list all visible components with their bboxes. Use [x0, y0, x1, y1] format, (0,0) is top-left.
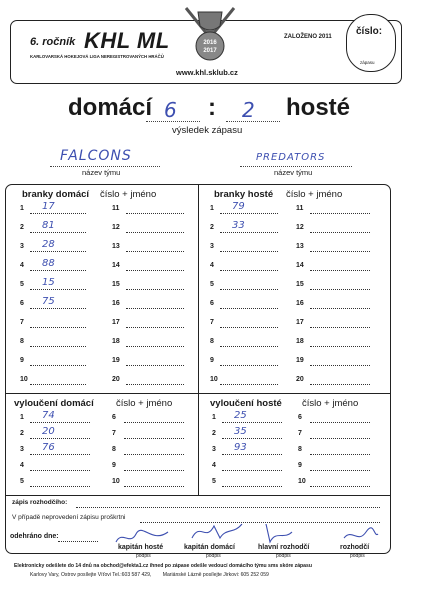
season-label: 6. ročník	[30, 36, 76, 48]
away-penalty-line	[310, 438, 370, 439]
home-penalty-number: 10	[112, 478, 120, 485]
away-team-name: PREDATORS	[256, 152, 326, 163]
away-goal-number: 12	[296, 224, 304, 231]
home-penalty-line	[30, 422, 90, 423]
away-goal-line	[310, 270, 370, 271]
away-goal-entry: 33	[232, 220, 245, 231]
away-goal-line	[310, 384, 370, 385]
result-label: výsledek zápasu	[172, 125, 243, 136]
home-goal-number: 9	[20, 357, 24, 364]
home-goal-number: 7	[20, 319, 24, 326]
home-goal-number: 5	[20, 281, 24, 288]
away-team-line	[240, 166, 352, 167]
away-goal-number: 7	[210, 319, 214, 326]
home-penalties-col-label: číslo + jméno	[116, 398, 173, 409]
home-score-value: 6	[164, 98, 177, 122]
away-penalty-line	[222, 454, 282, 455]
away-goal-number: 18	[296, 338, 304, 345]
away-goal-number: 4	[210, 262, 214, 269]
home-goal-line	[30, 327, 86, 328]
away-goal-line	[220, 213, 278, 214]
away-goal-line	[220, 308, 278, 309]
home-penalty-line	[30, 454, 90, 455]
league-title: KHL ML	[84, 28, 170, 53]
away-penalty-number: 8	[298, 446, 302, 453]
away-score-value: 2	[242, 98, 255, 122]
away-goal-line	[310, 346, 370, 347]
home-goal-number: 2	[20, 224, 24, 231]
home-penalty-line	[30, 470, 90, 471]
home-penalties-title: vyloučení domácí	[14, 398, 94, 409]
away-goal-number: 10	[210, 376, 218, 383]
away-goal-number: 13	[296, 243, 304, 250]
away-goal-number: 20	[296, 376, 304, 383]
away-penalty-line	[222, 438, 282, 439]
footer-note-line1: Elektronicky odešlete do 14 dnů na obchod@efekta1.cz ihned po zápase odešle vedoucí domácího týmu sms skóre zápasu	[14, 563, 312, 569]
captain-away-sig-label: podpis	[136, 553, 151, 559]
away-penalty-number: 9	[298, 462, 302, 469]
away-penalty-line	[310, 486, 370, 487]
home-goal-line	[30, 251, 86, 252]
website-url: www.khl.sklub.cz	[176, 68, 238, 77]
away-penalty-number: 10	[298, 478, 306, 485]
home-team-name: FALCONS	[60, 148, 132, 164]
svg-text:2016: 2016	[203, 40, 217, 46]
home-goal-entry: 15	[42, 277, 55, 288]
home-goal-entry: 81	[42, 220, 55, 231]
home-goal-line	[126, 365, 184, 366]
home-goal-line	[126, 384, 184, 385]
away-goal-number: 2	[210, 224, 214, 231]
home-goal-line	[30, 289, 86, 290]
away-goal-line	[220, 251, 278, 252]
home-goal-number: 19	[112, 357, 120, 364]
home-penalty-entry: 76	[42, 442, 55, 453]
away-goal-line	[220, 289, 278, 290]
home-goal-number: 6	[20, 300, 24, 307]
home-goal-line	[30, 365, 86, 366]
away-goal-number: 8	[210, 338, 214, 345]
referee-sig-label: podpis	[350, 553, 365, 559]
away-goal-number: 14	[296, 262, 304, 269]
home-goal-number: 4	[20, 262, 24, 269]
home-goal-line	[30, 384, 86, 385]
home-goal-line	[126, 251, 184, 252]
home-penalty-line	[124, 422, 184, 423]
captain-home-sig-label: podpis	[206, 553, 221, 559]
home-goal-entry: 17	[42, 201, 55, 212]
away-goal-line	[310, 251, 370, 252]
away-goal-number: 1	[210, 205, 214, 212]
away-penalty-entry: 25	[234, 410, 247, 421]
home-penalty-number: 9	[112, 462, 116, 469]
away-goal-number: 5	[210, 281, 214, 288]
home-goal-number: 13	[112, 243, 120, 250]
home-goal-entry: 28	[42, 239, 55, 250]
home-penalty-entry: 74	[42, 410, 55, 421]
home-goals-title: branky domácí	[22, 189, 90, 200]
away-goal-line	[310, 365, 370, 366]
home-penalty-number: 2	[20, 430, 24, 437]
away-goal-number: 16	[296, 300, 304, 307]
home-goals-col-label: číslo + jméno	[100, 189, 157, 200]
main-referee-sig-label: podpis	[276, 553, 291, 559]
home-goal-line	[126, 346, 184, 347]
referee-entry-line	[76, 507, 380, 508]
match-number-label: číslo:	[356, 26, 383, 37]
away-penalty-number: 4	[212, 462, 216, 469]
captain-home-signature	[186, 520, 246, 544]
referee-entry-label: zápis rozhodčího:	[12, 499, 68, 506]
home-goal-number: 15	[112, 281, 120, 288]
away-penalty-number: 5	[212, 478, 216, 485]
away-penalty-line	[222, 422, 282, 423]
home-goal-entry: 75	[42, 296, 55, 307]
away-goal-line	[220, 232, 278, 233]
away-penalties-col-label: číslo + jméno	[302, 398, 359, 409]
home-goal-number: 18	[112, 338, 120, 345]
away-goal-number: 15	[296, 281, 304, 288]
away-penalty-number: 2	[212, 430, 216, 437]
home-goal-line	[30, 270, 86, 271]
away-penalty-line	[222, 470, 282, 471]
home-goal-number: 16	[112, 300, 120, 307]
away-goals-title: branky hosté	[214, 189, 274, 200]
main-referee-signature	[256, 520, 306, 546]
footer-note-line2: Karlovy Vary, Ostrov posílejte Víťovi Tel.:603 587 429, Mariánské Lázně posílejte Jirkovi: 605 252 059	[30, 572, 269, 578]
home-goal-line	[126, 270, 184, 271]
away-score-label: hosté	[286, 94, 351, 121]
home-goal-line	[126, 289, 184, 290]
captain-away-label: kapitán hosté	[118, 544, 164, 551]
away-goal-line	[310, 327, 370, 328]
home-goal-line	[30, 346, 86, 347]
referee-signature	[340, 524, 380, 546]
away-goal-number: 11	[296, 205, 304, 212]
home-goal-number: 14	[112, 262, 120, 269]
away-goal-line	[310, 232, 370, 233]
captain-home-label: kapitán domácí	[184, 544, 235, 551]
away-penalty-entry: 35	[234, 426, 247, 437]
home-penalty-number: 3	[20, 446, 24, 453]
penalties-bottom-line	[5, 495, 391, 496]
home-penalty-entry: 20	[42, 426, 55, 437]
away-goal-line	[220, 384, 278, 385]
penalties-divider	[198, 393, 199, 495]
match-subtitle: zápasu	[360, 60, 375, 65]
played-date-line	[58, 541, 98, 542]
svg-text:2017: 2017	[203, 48, 217, 54]
home-penalty-line	[124, 486, 184, 487]
home-team-label: název týmu	[82, 168, 121, 177]
home-penalty-number: 4	[20, 462, 24, 469]
home-score-label: domácí	[68, 94, 153, 121]
away-goal-line	[310, 289, 370, 290]
home-goal-number: 10	[20, 376, 28, 383]
home-goal-number: 20	[112, 376, 120, 383]
goals-divider	[198, 185, 199, 393]
away-goal-entry: 79	[232, 201, 245, 212]
away-penalty-entry: 93	[234, 442, 247, 453]
home-penalty-line	[30, 438, 90, 439]
league-subtitle: KARLOVARSKÁ HOKEJOVÁ LIGA NEREGISTROVANÝCH HRÁČŮ	[30, 54, 164, 59]
home-penalty-number: 5	[20, 478, 24, 485]
home-goal-number: 1	[20, 205, 24, 212]
away-goal-line	[220, 346, 278, 347]
away-penalty-number: 1	[212, 414, 216, 421]
home-goal-line	[126, 308, 184, 309]
away-penalty-line	[310, 422, 370, 423]
home-goal-line	[30, 308, 86, 309]
away-penalty-number: 6	[298, 414, 302, 421]
away-goal-number: 9	[210, 357, 214, 364]
away-goal-number: 17	[296, 319, 304, 326]
played-date-label: odehráno dne:	[10, 533, 59, 540]
away-goal-line	[220, 327, 278, 328]
main-referee-label: hlavní rozhodčí	[258, 544, 310, 551]
home-penalty-line	[124, 438, 184, 439]
home-penalty-number: 8	[112, 446, 116, 453]
home-goal-number: 3	[20, 243, 24, 250]
home-penalty-number: 7	[112, 430, 116, 437]
away-penalty-number: 3	[212, 446, 216, 453]
home-goal-line	[30, 213, 86, 214]
away-goal-line	[310, 308, 370, 309]
home-goal-line	[126, 327, 184, 328]
away-goal-number: 3	[210, 243, 214, 250]
away-goals-col-label: číslo + jméno	[286, 189, 343, 200]
away-goal-line	[310, 213, 370, 214]
away-goal-number: 19	[296, 357, 304, 364]
away-goal-line	[220, 365, 278, 366]
founded-label: ZALOŽENO 2011	[284, 34, 332, 40]
home-goal-line	[30, 232, 86, 233]
home-goal-number: 11	[112, 205, 120, 212]
home-goal-line	[126, 232, 184, 233]
home-team-line	[50, 166, 160, 167]
home-penalty-line	[124, 470, 184, 471]
home-goal-number: 17	[112, 319, 120, 326]
away-penalty-line	[222, 486, 282, 487]
home-penalty-number: 6	[112, 414, 116, 421]
score-separator: :	[208, 94, 216, 121]
referee-label: rozhodčí	[340, 544, 370, 551]
home-goal-entry: 88	[42, 258, 55, 269]
away-team-label: název týmu	[274, 168, 313, 177]
protest-label: V případě neprovedení zápisu proškrtni	[12, 514, 126, 521]
home-penalty-line	[30, 486, 90, 487]
home-goal-number: 8	[20, 338, 24, 345]
away-penalty-number: 7	[298, 430, 302, 437]
away-penalty-line	[310, 470, 370, 471]
home-goal-line	[126, 213, 184, 214]
away-goal-number: 6	[210, 300, 214, 307]
away-penalties-title: vyloučení hosté	[210, 398, 282, 409]
league-logo	[180, 6, 240, 64]
away-penalty-line	[310, 454, 370, 455]
home-penalty-number: 1	[20, 414, 24, 421]
away-goal-line	[220, 270, 278, 271]
home-goal-number: 12	[112, 224, 120, 231]
home-penalty-line	[124, 454, 184, 455]
